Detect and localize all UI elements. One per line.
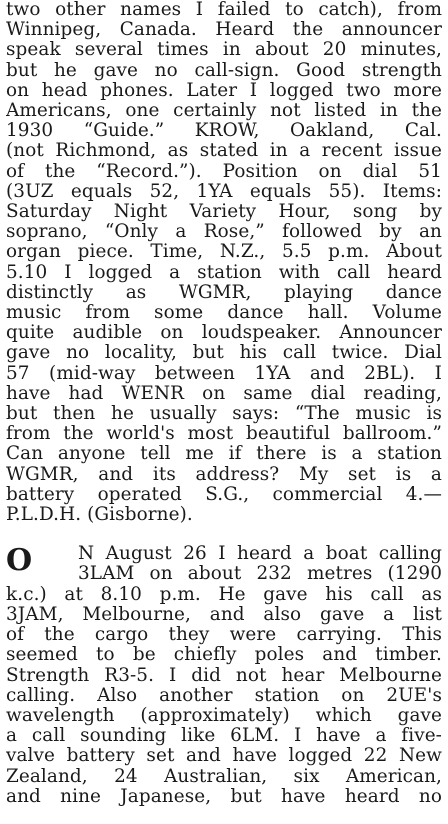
text-line: 57 (mid-way between 1YA and 2BL). I [6, 363, 442, 384]
text-line: 3LAM on about 232 metres (1290 [78, 564, 442, 585]
text-line: (3UZ equals 52, 1YA equals 55). Items: [6, 181, 442, 202]
text-line: k.c.) at 8.10 p.m. He gave his call as [6, 584, 442, 605]
text-line: music from some dance hall. Volume [6, 303, 442, 324]
text-line: (not Richmond, as stated in a recent issue [6, 141, 442, 162]
drop-cap: O [6, 543, 33, 579]
text-line: Winnipeg, Canada. Heard the announcer [6, 20, 442, 41]
text-line: have had WENR on same dial reading, [6, 383, 442, 404]
text-line: two other names I failed to catch), from [6, 0, 442, 20]
text-line: 5.10 I logged a station with call heard [6, 262, 442, 283]
text-line: N August 26 I heard a boat calling [78, 544, 442, 565]
text-line: a call sounding like 6LM. I have a five- [6, 726, 442, 747]
article-paragraph [6, 544, 442, 807]
text-line: battery operated S.G., commercial 4.— [6, 484, 442, 505]
text-line: WGMR, and its address? My set is a [6, 464, 442, 485]
text-line: Can anyone tell me if there is a station [6, 444, 442, 465]
text-line: and nine Japanese, but have heard no [6, 786, 442, 807]
text-line: on head phones. Later I logged two more [6, 80, 442, 101]
text-line: wavelength (approximately) which gave [6, 705, 442, 726]
text-line: quite audible on loudspeaker. Announcer [6, 323, 442, 344]
text-line: soprano, “Only a Rose,” followed by an [6, 222, 442, 243]
text-line: Zealand, 24 Australian, six American, [6, 766, 442, 787]
text-line: but then he usually says: “The music is [6, 404, 442, 425]
text-line: seemed to be chiefly poles and timber. [6, 645, 442, 666]
signature-line: P.L.D.H. (Gisborne). [6, 505, 193, 526]
text-line: Saturday Night Variety Hour, song by [6, 202, 442, 223]
text-line: gave no locality, but his call twice. Dial [6, 343, 442, 364]
text-line: speak several times in about 20 minutes, [6, 40, 442, 61]
text-line: distinctly as WGMR, playing dance [6, 282, 442, 303]
text-line: Americans, one certainly not listed in the [6, 101, 442, 122]
text-line: valve battery set and have logged 22 New [6, 746, 442, 767]
text-line: of the “Record.”). Position on dial 51 [6, 161, 442, 182]
text-line: calling. Also another station on 2UE's [6, 685, 442, 706]
text-line: 3JAM, Melbourne, and also gave a list [6, 604, 442, 625]
text-line: from the world's most beautiful ballroom.” [6, 424, 442, 445]
text-line: 1930 “Guide.” KROW, Oakland, Cal. [6, 121, 442, 142]
text-line: of the cargo they were carrying. This [6, 625, 442, 646]
article-paragraph [6, 0, 442, 525]
text-line: organ piece. Time, N.Z., 5.5 p.m. About [6, 242, 442, 263]
article-column [6, 0, 442, 807]
text-line: but he gave no call-sign. Good strength [6, 60, 442, 81]
text-line: Strength R3-5. I did not hear Melbourne [6, 665, 442, 686]
